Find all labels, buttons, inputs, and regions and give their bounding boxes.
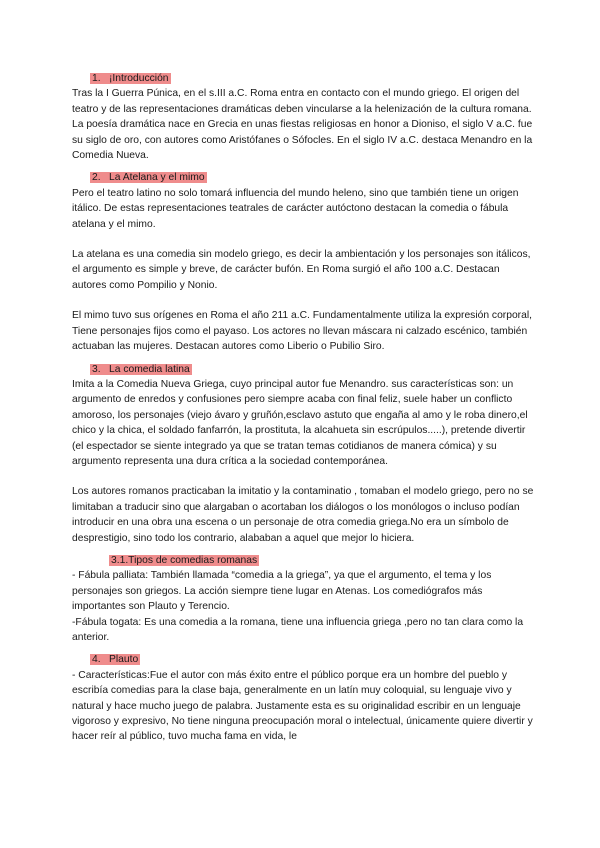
section-heading-plauto (72, 652, 534, 667)
paragraph: Tras la I Guerra Púnica, en el s.III a.C. Roma entra en contacto con el mundo griego. El origen del teatro y de las representaciones dramáticas deben vincularse a la helenización de la cultura romana. La poesía dramática nace en Grecia en unas fiestas religiosas en honor a Dioniso, el siglo V a.C. fue su siglo de oro, con autores como Aristófanes o Sófocles. En el siglo IV a.C. destaca Menandro en la Comedia Nueva. (72, 88, 533, 162)
section-heading-atelana (72, 170, 534, 185)
heading-highlight (90, 172, 207, 183)
subsection-heading-tipos (72, 553, 534, 568)
heading-number: 3. (92, 363, 101, 375)
heading-title: Plauto (109, 654, 139, 666)
heading-title: La comedia latina (109, 363, 190, 375)
paragraph: Los autores romanos practicaban la imitatio y la contaminatio , tomaban el modelo griego, pero no se limitaban a traducir sino que alargaban o acortaban los diálogos o los monólogos o incluso podían introducir en una obra una escena o un personaje de otra comedia griega.No era un símbolo de desprestigio, sino todo los contrario, alababan a aquel que mejor lo hiciera. (72, 486, 534, 544)
paragraph: Pero el teatro latino no solo tomará influencia del mundo heleno, sino que también tiene un origen itálico. De estas representaciones teatrales de carácter autóctono destacan la comedia o fábula atelana y el mimo. (72, 187, 519, 230)
paragraph: La atelana es una comedia sin modelo griego, es decir la ambientación y los personajes son itálicos, el argumento es simple y breve, de carácter bufón. En Roma surgió el año 100 a.C. Destacan autores como Pompilio y Nonio. (72, 249, 531, 291)
document-body (72, 71, 534, 745)
heading-number: 1. (92, 73, 101, 84)
section-heading-introduccion (72, 71, 534, 86)
paragraph: -Fábula togata: Es una comedia a la romana, tiene una influencia griega ,pero no tan clara como la anterior. (72, 616, 524, 643)
paragraph: El mimo tuvo sus orígenes en Roma el año 211 a.C. Fundamentalmente utiliza la expresión corporal, Tiene personajes fijos como el payaso. Los actores no llevan máscara ni calzado escénico, también actuaban las mujeres. Destacan autores como Liberio o Pubilio Siro. (72, 310, 532, 353)
section-heading-comedia-latina (72, 362, 534, 377)
paragraph: - Fábula palliata: También llamada “comedia a la griega”, ya que el argumento, el tema y los personajes son griegos. La acción siempre tiene lugar en Atenas. Los comediógrafos más importantes son Plauto y Terencio. (72, 570, 492, 613)
heading-number: 2. (92, 172, 101, 184)
heading-highlight: 3.1.Tipos de comedias romanas (111, 554, 258, 566)
heading-number: 4. (92, 654, 101, 666)
heading-title: La Atelana y el mimo (109, 172, 205, 184)
heading-highlight (90, 654, 140, 665)
heading-highlight (90, 364, 192, 375)
paragraph: Imita a la Comedia Nueva Griega, cuyo principal autor fue Menandro. sus características son: un argumento de enredos y confusiones pero siempre acaba con final feliz, suele haber un conflicto amoroso, los personajes (viejo ávaro y gruñón,esclavo astuto que engaña al amo y le roba dinero,el chico y la chica, el soldado fanfarrón, la prostituta, la alcahueta sin escrúpulos.....), pretende divertir (el espectador se siente integrado ya que se tratan temas cotidianos de manera cómica) y su argumento representa una dura crítica a la sociedad contemporánea. (72, 378, 528, 467)
paragraph: - Características:Fue el autor con más éxito entre el público porque era un hombre del pueblo y escribía comedias para la clase baja, generalmente en un latín muy coloquial, su lenguaje vivo y natural y hace mucho juego de palabra. Justamente esta es su originalidad escribir en un lenguaje vigoroso y expresivo, No tiene ninguna preocupación moral o intelectual, únicamente quiere divertir y hacer reír al público, tuvo mucha fama en vida, le (72, 669, 533, 743)
heading-title: ¡Introducción (109, 73, 169, 84)
heading-highlight (90, 73, 171, 84)
